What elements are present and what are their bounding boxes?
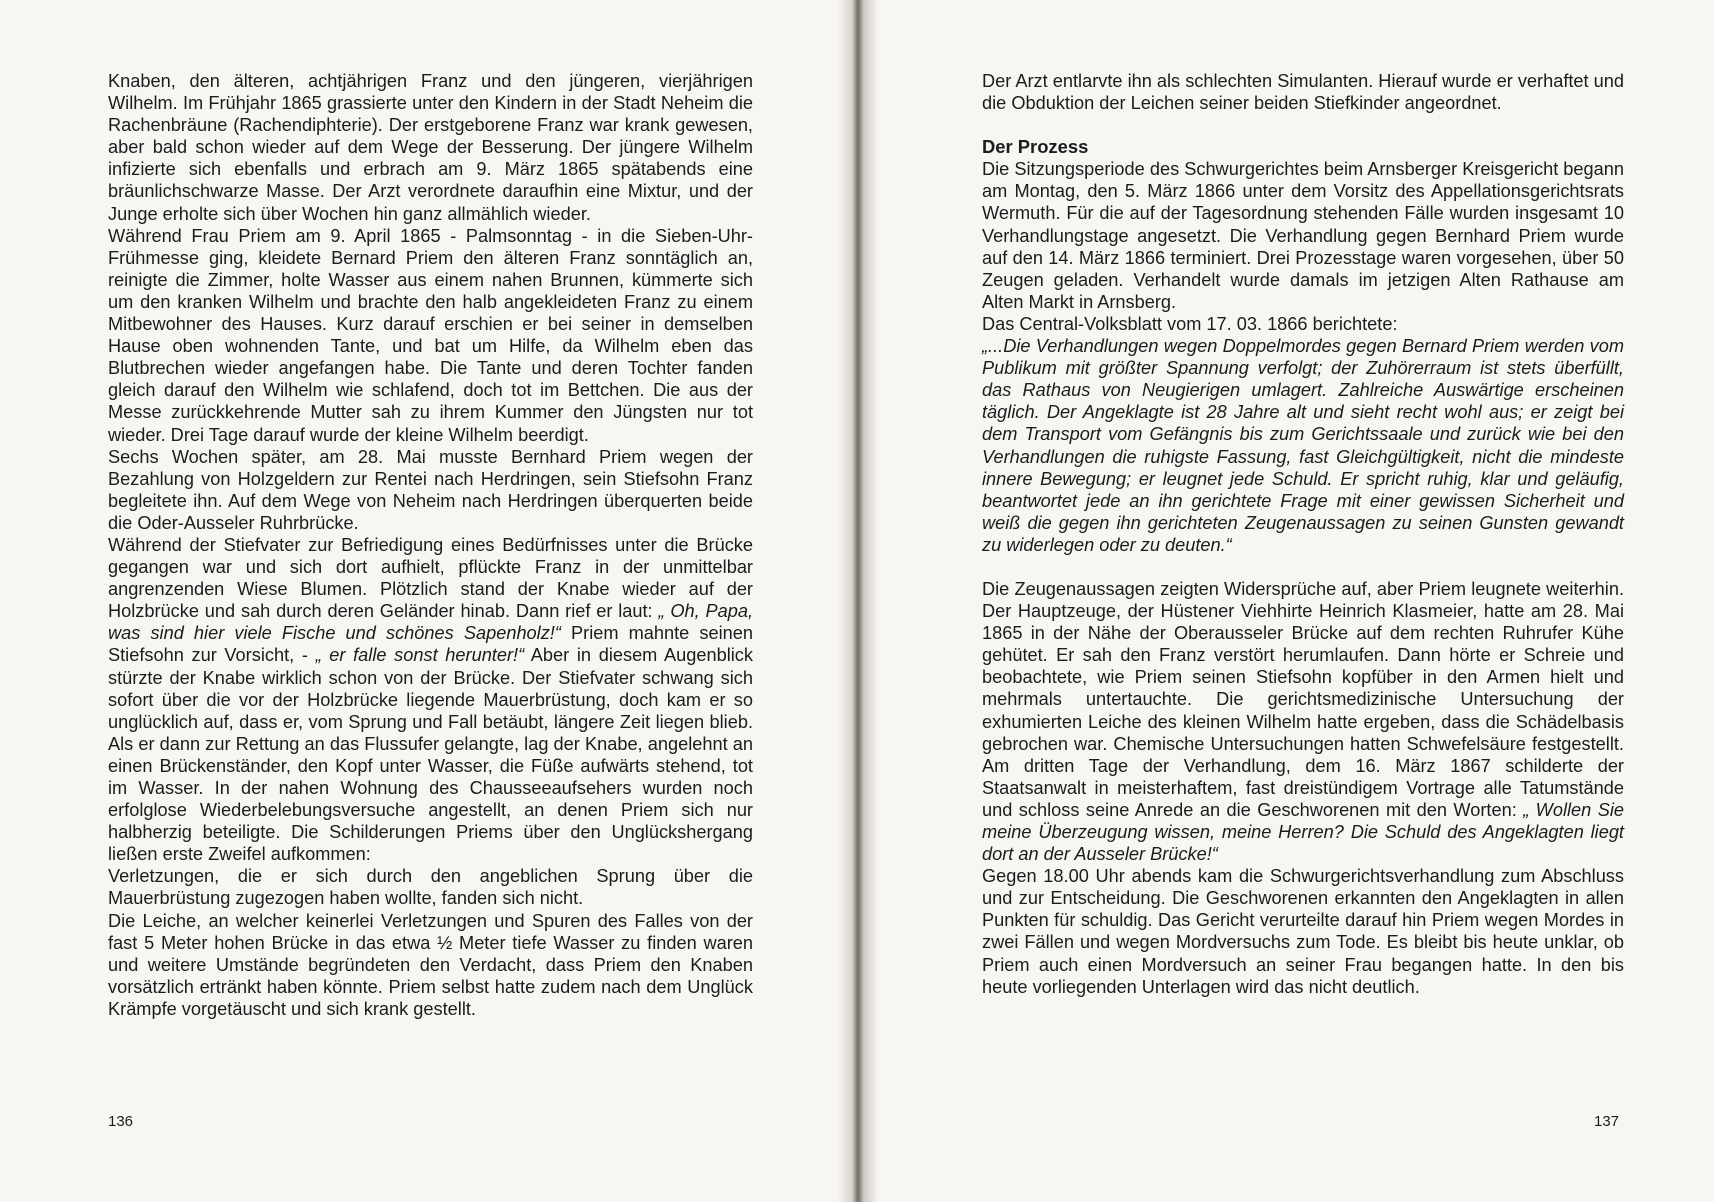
page-number-right: 137: [1594, 1113, 1620, 1130]
spacer: [982, 556, 1624, 578]
paragraph: [108, 70, 753, 225]
paragraph-text: Die Zeugenaussagen zeigten Widersprüche auf, aber Priem leugnete weiterhin. Der Hauptzeuge, der Hüstener Viehhirte Heinrich Klasmeier, hatte am 28. Mai 1865 in der Nähe der Oberausseler Brücke auf dem rechten Ruhrufer Kühe gehütet. Er sah den Franz verstört herumlaufen. Dann hörte er Schreie und beobachtete, wie Priem seinen Stiefsohn kopfüber in den Armen hielt und mehrmals untertauchte. Die gerichtsmedizinische Untersuchung der exhumierten Leiche des kleinen Wilhelm hatte ergeben, dass die Schädelbasis gebrochen war. Chemische Untersuchungen hatten Schwefelsäure festgestellt. Am dritten Tage der Verhandlung, dem 16. März 1867 schilderte der Staatsanwalt in meisterhaftem, fast dreistündigem Vortrage alle Tatumstände und schloss seine Anrede an die Geschworenen mit den Worten:: [982, 578, 1624, 820]
paragraph-text: Die Leiche, an welcher keinerlei Verletzungen und Spuren des Falles von der fast 5 Meter hohen Brücke in das etwa ½ Meter tiefe Wasser zu finden waren und weitere Umstände begründeten den Verdacht, dass Priem den Knaben vorsätzlich ertränkt haben könnte. Priem selbst hatte zudem nach dem Unglück Krämpfe vorgetäuscht und sich krank gestellt.: [108, 910, 753, 1019]
left-page-text: [108, 70, 753, 1020]
paragraph-text: Aber in diesem Augenblick stürzte der Knabe wirklich schon von der Brücke. Der Stiefvater schwang sich sofort über die vor der Holzbrücke liegende Mauerbrüstung, doch kam er so unglücklich auf, dass er, vom Sprung und Fall betäubt, längere Zeit liegen blieb. Als er dann zur Rettung an das Flussufer gelangte, lag der Knabe, angelehnt an einen Brückenständer, den Kopf unter Wasser, die Füße aufwärts stehend, tot im Wasser. In der nahen Wohnung des Chausseeaufsehers wurden noch erfolglose Wiederbelebungsversuche angestellt, an denen Priem sich nur halbherzig beteiligte. Die Schilderungen Priems über den Unglückshergang ließen erste Zweifel aufkommen:: [108, 645, 753, 865]
paragraph: [108, 446, 753, 534]
quote-text: „ er falle sonst herunter!“: [315, 645, 525, 666]
paragraph: [108, 910, 753, 1020]
paragraph: Die Sitzungsperiode des Schwurgerichtes beim Arnsberger Kreisgericht begann am Montag, den 5. März 1866 unter dem Vorsitz des Appellationsgerichtsrats Wermuth. Für die auf der Tagesordnung stehenden Fälle wurden insgesamt 10 Verhandlungstage angesetzt. Die Verhandlung gegen Bernhard Priem wurde auf den 14. März 1866 terminiert. Drei Prozesstage waren vorgesehen, über 50 Zeugen geladen. Verhandelt wurde damals im jetzigen Alten Rathause am Alten Markt in Arnsberg.: [982, 159, 1624, 312]
paragraph-text: Sechs Wochen später, am 28. Mai musste Bernhard Priem wegen der Bezahlung von Holzgeldern zur Rentei nach Herdringen, sein Stiefsohn Franz begleitete ihn. Auf dem Wege von Neheim nach Herdringen überquerten beide die Oder-Ausseler Ruhrbrücke.: [108, 446, 753, 533]
paragraph: [108, 225, 753, 446]
paragraph: [108, 534, 753, 865]
prosecutor-quote: „ Wollen Sie meine Überzeugung wissen, meine Herren? Die Schuld des Angeklagten liegt dort an der Ausseler Brücke!“: [982, 799, 1624, 865]
paragraph-text: Während Frau Priem am 9. April 1865 - Palmsonntag - in die Sieben-Uhr-Frühmesse ging, kleidete Bernard Priem den älteren Franz sonntäglich an, reinigte die Zimmer, holte Wasser aus einem nahen Brunnen, kümmerte sich um den kranken Wilhelm und brachte den halb angekleideten Franz zu einem Mitbewohner des Hauses. Kurz darauf erschien er bei seiner in demselben Hause oben wohnenden Tante, und bat um Hilfe, da Wilhelm eben das Blutbrechen wieder angefangen habe. Die Tante und deren Tochter fanden gleich darauf den Wilhelm wie schlafend, doch tot im Bettchen. Die aus der Messe zurückkehrende Mutter sah zu ihrem Kummer den Jüngsten nur tot wieder. Drei Tage darauf wurde der kleine Wilhelm beerdigt.: [108, 225, 753, 445]
section-heading: Der Prozess: [982, 136, 1089, 158]
intro-paragraph: Der Arzt entlarvte ihn als schlechten Simulanten. Hierauf wurde er verhaftet und die Obduktion der Leichen seiner beiden Stiefkinder angeordnet.: [982, 71, 1624, 114]
quote-text: „ Oh, Papa, was sind hier viele Fische und schönes Sapenholz!“: [108, 601, 753, 644]
right-page: [858, 0, 1714, 1202]
book-gutter: [838, 0, 878, 1202]
paragraph-text: Priem mahnte seinen Stiefsohn zur Vorsicht, -: [108, 623, 753, 666]
paragraph: Das Central-Volksblatt vom 17. 03. 1866 berichtete:: [982, 313, 1398, 334]
quote-text: „...Die Verhandlungen wegen Doppelmordes gegen Bernard Priem werden vom Publikum mit größter Spannung verfolgt; der Zuhörerraum ist stets überfüllt, das Rathaus von Neugierigen umlagert. Zahlreiche Auswärtige erscheinen täglich. Der Angeklagte ist 28 Jahre alt und sieht recht wohl aus; er zeigt bei dem Transport vom Gefängnis bis zum Gerichtssaale und zurück wie bei den Verhandlungen die ruhigste Fassung, fast Gleichgültigkeit, nicht die mindeste innere Bewegung; er leugnet jede Schuld. Er spricht ruhig, klar und geläufig, beantwortet jede an ihn gerichtete Frage mit einer gewissen Sicherheit und weiß die gegen ihn gerichteten Zeugenaussagen zu seinen Gunsten gewandt zu widerlegen oder zu deuten.“: [982, 336, 1624, 555]
paragraph: [108, 865, 753, 909]
paragraph: [982, 578, 1624, 865]
right-page-text: [982, 70, 1624, 998]
paragraph-text: Verletzungen, die er sich durch den angeblichen Sprung über die Mauerbrüstung zugezogen haben wollte, fanden sich nicht.: [108, 866, 753, 909]
paragraph: Gegen 18.00 Uhr abends kam die Schwurgerichtsverhandlung zum Abschluss und zur Entscheidung. Die Geschworenen erkannten den Angeklagten in allen Punkten für schuldig. Das Gericht verurteilte darauf hin Priem wegen Mordes in zwei Fällen und wegen Mordversuchs zum Tode. Es bleibt bis heute unklar, ob Priem auch einen Mordversuch an seiner Frau begangen hatte. In den bis heute vorliegenden Unterlagen wird das nicht deutlich.: [982, 866, 1624, 997]
paragraph-text: Während der Stiefvater zur Befriedigung eines Bedürfnisses unter die Brücke gegangen war und sich dort aufhielt, pflückte Franz in der unmittelbar angrenzenden Wiese Blumen. Plötzlich stand der Knabe wieder auf der Holzbrücke und sah durch deren Geländer hinab. Dann rief er laut:: [108, 534, 753, 622]
spacer: [982, 114, 1624, 136]
page-number-left: 136: [108, 1113, 134, 1130]
paragraph-text: Knaben, den älteren, achtjährigen Franz und den jüngeren, vierjährigen Wilhelm. Im Frühjahr 1865 grassierte unter den Kindern in der Stadt Neheim die Rachenbräune (Rachendiphterie). Der erstgeborene Franz war krank gewesen, aber bald schon wieder auf dem Wege der Besserung. Der jüngere Wilhelm infizierte sich ebenfalls und erbrach am 9. März 1865 spätabends eine bräunlichschwarze Masse. Der Arzt verordnete daraufhin eine Mixtur, und der Junge erholte sich über Wochen hin ganz allmählich wieder.: [108, 71, 753, 224]
newspaper-quote: [982, 335, 1624, 556]
